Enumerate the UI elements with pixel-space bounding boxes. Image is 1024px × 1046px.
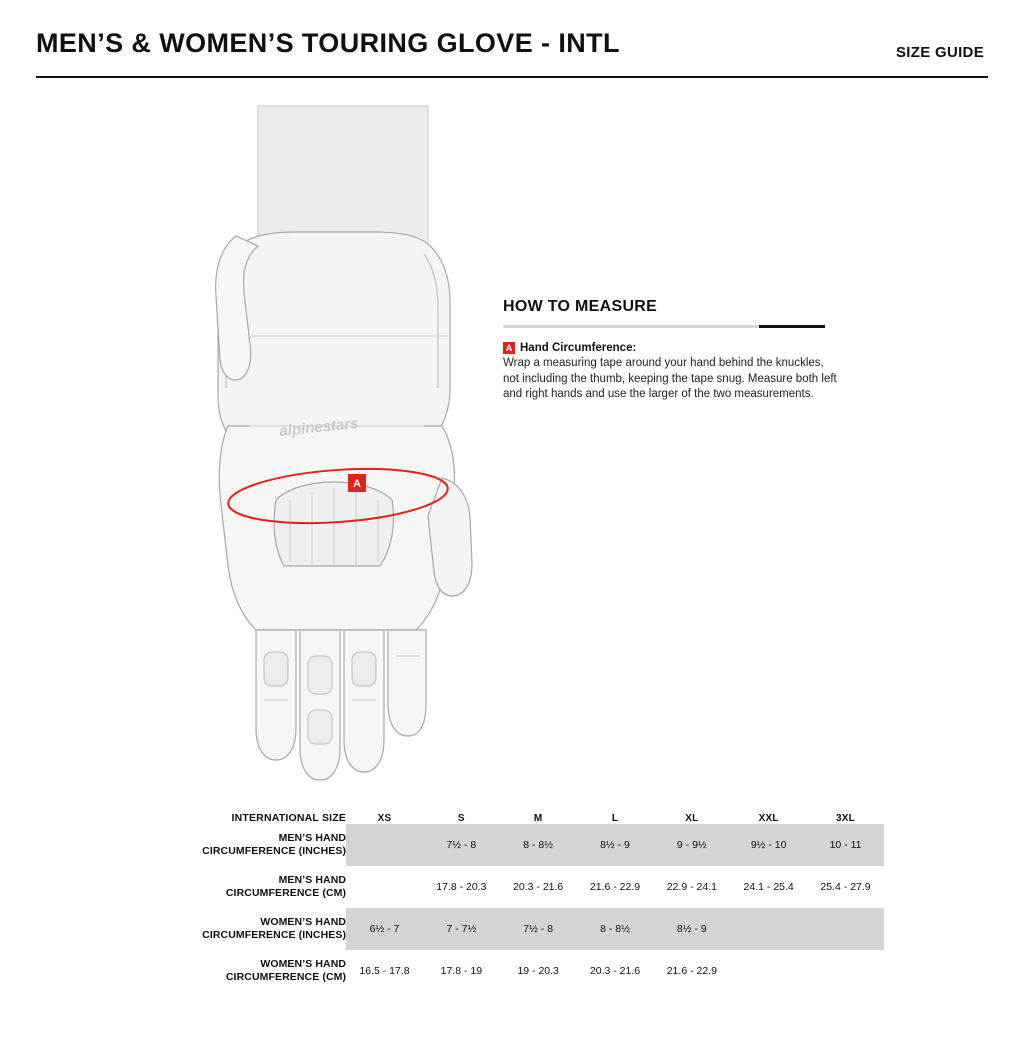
row-label-line1: WOMEN’S HAND (260, 915, 347, 928)
measure-item-title: Hand Circumference: (520, 342, 637, 354)
how-to-measure-divider (503, 325, 825, 328)
row-label-line2: CIRCUMFERENCE (CM) (225, 971, 347, 983)
row-label-line2: CIRCUMFERENCE (INCHES) (202, 845, 347, 857)
cell: 9 - 9½ (653, 824, 730, 866)
cell: 8 - 8½ (577, 908, 654, 950)
size-header-l: L (611, 813, 619, 824)
cell (730, 908, 807, 950)
cell: 9½ - 10 (730, 824, 807, 866)
cell: 17.8 - 19 (423, 950, 500, 992)
row-label-mens-cm (180, 866, 346, 908)
finger-index (256, 630, 296, 760)
size-header-3xl: 3XL (836, 813, 855, 824)
cell: 8½ - 9 (577, 824, 654, 866)
table-row (180, 950, 884, 992)
how-to-measure-title: HOW TO MEASURE (503, 298, 658, 315)
size-header-xl: XL (685, 813, 699, 824)
cell (807, 950, 884, 992)
cell: 20.3 - 21.6 (500, 866, 577, 908)
cell: 21.6 - 22.9 (653, 950, 730, 992)
cell: 7½ - 8 (423, 824, 500, 866)
page-title: MEN’S & WOMEN’S TOURING GLOVE - INTL (36, 28, 620, 58)
table-row (180, 824, 884, 866)
cell: 8½ - 9 (653, 908, 730, 950)
row-label-line2: CIRCUMFERENCE (CM) (225, 887, 347, 899)
measure-item-hand-circumference (503, 342, 863, 403)
row-label-line1: MEN’S HAND (278, 831, 347, 844)
how-to-measure-section (503, 298, 863, 403)
measure-item-description: Wrap a measuring tape around your hand behind the knuckles, not including the thumb, keeping the tape snug. Measure both left and right hands and use the larger of the two measurements. (503, 357, 837, 401)
table-row (180, 866, 884, 908)
glove-illustration (180, 96, 600, 796)
cell: 16.5 - 17.8 (346, 950, 423, 992)
table-row (180, 908, 884, 950)
size-guide-label: SIZE GUIDE (895, 44, 984, 61)
row-label-line2: CIRCUMFERENCE (INCHES) (202, 929, 347, 941)
size-table (180, 798, 884, 992)
size-header-xs: XS (377, 813, 392, 824)
cell (346, 866, 423, 908)
size-guide-label-wrap (896, 44, 984, 61)
row-label-line1: MEN’S HAND (278, 873, 347, 886)
row-label-line1: WOMEN’S HAND (260, 957, 347, 970)
finger-pinky (388, 630, 426, 736)
cell: 20.3 - 21.6 (577, 950, 654, 992)
cell: 25.4 - 27.9 (807, 866, 884, 908)
badge-a-icon: A (503, 342, 515, 354)
measure-item-head (503, 342, 863, 354)
cell: 7 - 7½ (423, 908, 500, 950)
row-label-womens-cm (180, 950, 346, 992)
row-label-womens-inches (180, 908, 346, 950)
table-header-row (180, 798, 884, 824)
finger-middle (300, 630, 340, 780)
divider-accent (759, 325, 825, 328)
size-header-m: M (533, 813, 543, 824)
header-divider (36, 76, 988, 78)
cell: 7½ - 8 (500, 908, 577, 950)
finger-ring (344, 630, 384, 772)
cell: 17.8 - 20.3 (423, 866, 500, 908)
cell: 19 - 20.3 (500, 950, 577, 992)
cell: 6½ - 7 (346, 908, 423, 950)
brand-wordmark: alpinestars (278, 414, 360, 440)
cell (346, 824, 423, 866)
cell: 10 - 11 (807, 824, 884, 866)
cell: 8 - 8½ (500, 824, 577, 866)
size-header-xxl: XXL (758, 813, 779, 824)
cell (730, 950, 807, 992)
size-table-wrap (180, 798, 884, 992)
svg-text:A: A (353, 478, 361, 490)
table-header-label: INTERNATIONAL SIZE (231, 812, 347, 824)
size-header-s: S (457, 813, 465, 824)
cell: 22.9 - 24.1 (653, 866, 730, 908)
cell (807, 908, 884, 950)
page-header (0, 0, 1024, 86)
cell: 21.6 - 22.9 (577, 866, 654, 908)
cell: 24.1 - 25.4 (730, 866, 807, 908)
row-label-mens-inches (180, 824, 346, 866)
